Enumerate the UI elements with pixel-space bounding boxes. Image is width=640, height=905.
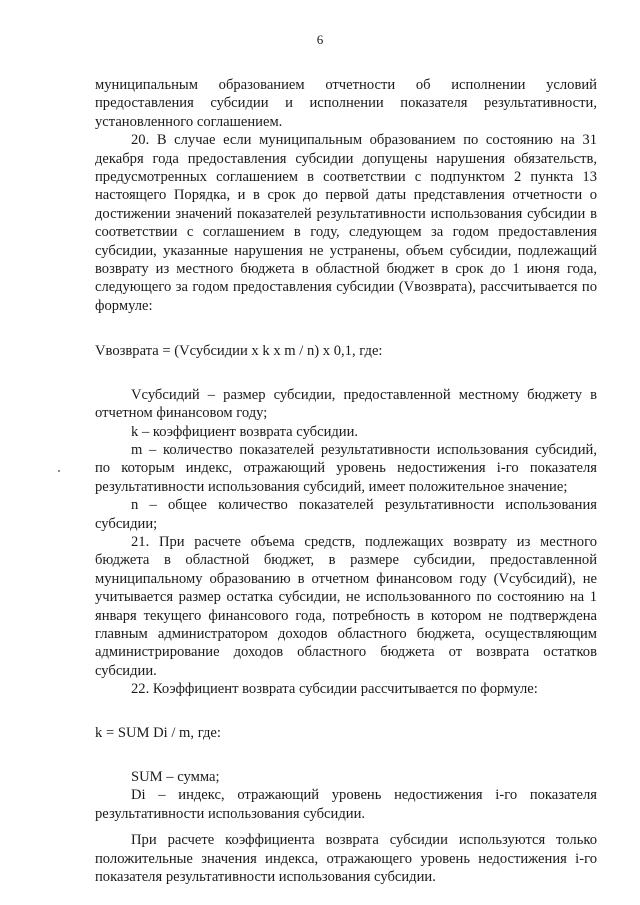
definition-m: m – количество показателей результативности использования субсидий, по которым индекс, отражающий уровень недостижения i-го показателя результативности использования субсидий, имеет положительное значение; <box>95 441 597 495</box>
paragraph-continuation: муниципальным образованием отчетности об исполнении условий предоставления субсидии и исполнении показателя результативности, установленного соглашением. <box>95 77 597 130</box>
definition-sum: SUM – сумма; <box>131 769 220 785</box>
paragraph-21: 21. При расчете объема средств, подлежащих возврату из местного бюджета в областной бюджет, в размере субсидии, предоставленной муниципальному образованию в отчетном финансовом году (Vсубсидий), не учитывается размер остатка субсидии, не использованного по состоянию на 1 января текущего финансового года, потребность в котором не подтверждена главным администратором доходов областного бюджета, осуществляющим администрирование доходов областного бюджета от возврата остатков субсидии. <box>95 533 597 679</box>
page-number: 6 <box>316 32 324 47</box>
paragraph-spacer <box>95 823 597 831</box>
definition-k: k – коэффициент возврата субсидии. <box>131 423 359 440</box>
paragraph-20: 20. В случае если муниципальным образованием по состоянию на 31 декабря года предоставления субсидии допущены нарушения обязательств, предусмотренных соглашением в соответствии с подпунктом 2 пункта 13 настоящего Порядка, и в срок до первой даты представления отчетности о достижении значений показателей результативности использования субсидии в соответствии с соглашением в году, следующем за годом предоставления субсидии, указанные нарушения не устранены, объем субсидии, подлежащий возврату из местного бюджета в областной бюджет в срок до 1 июня года, следующего за годом предоставления субсидии (Vвозврата), рассчитывается по формуле: <box>95 132 597 314</box>
formula-vreturn: Vвозврата = (Vсубсидии x k x m / n) x 0,1, где: <box>95 343 383 360</box>
paragraph-22: 22. Коэффициент возврата субсидии рассчитывается по формуле: <box>131 681 538 698</box>
scan-artifact <box>58 470 60 472</box>
definition-di: Di – индекс, отражающий уровень недостижения i-го показателя результативности использования субсидии. <box>95 787 597 822</box>
definition-n: n – общее количество показателей результативности использования субсидии; <box>95 497 597 532</box>
formula-k: k = SUM Di / m, где: <box>95 724 221 741</box>
document-body <box>95 76 597 886</box>
paragraph-final: При расчете коэффициента возврата субсидии используются только положительные значения индекса, отражающего уровень недостижения i-го показателя результативности использования субсидии. <box>95 832 597 886</box>
definition-v-subsidy: Vсубсидий – размер субсидии, предоставленной местному бюджету в отчетном финансовом году; <box>95 386 597 422</box>
